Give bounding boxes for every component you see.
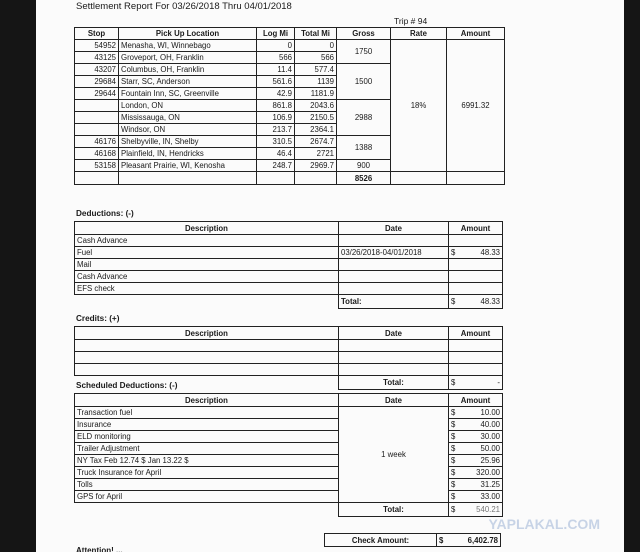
stop-cell: [75, 100, 119, 112]
location-cell: London, ON: [119, 100, 257, 112]
deduction-date: 03/26/2018-04/01/2018: [339, 247, 449, 259]
deductions-col-description: Description: [75, 222, 339, 235]
footer-cut-text: Attention! ...: [76, 546, 123, 552]
col-rate: Rate: [391, 28, 447, 40]
credits-row: [75, 364, 503, 376]
credits-col-amount: Amount: [449, 327, 503, 340]
right-dark-margin: [624, 0, 640, 552]
gross-cell: 1500: [337, 64, 391, 100]
scheduled-description: Transaction fuel: [75, 407, 339, 419]
credits-total: $ -: [449, 376, 503, 390]
trip-table: [74, 27, 505, 185]
scheduled-amount: $ 33.00: [449, 491, 503, 503]
scheduled-description: GPS for April: [75, 491, 339, 503]
deduction-date: [339, 283, 449, 295]
scheduled-total: $ 540.21: [449, 503, 503, 517]
col-gross: Gross: [337, 28, 391, 40]
deductions-title: Deductions: (-): [76, 209, 134, 218]
deduction-amount: [449, 259, 503, 271]
location-cell: Mississauga, ON: [119, 112, 257, 124]
scheduled-description: Tolls: [75, 479, 339, 491]
scheduled-total-label: Total:: [339, 503, 449, 517]
stop-cell: [75, 112, 119, 124]
log-mi-cell: 213.7: [257, 124, 295, 136]
location-cell: Menasha, WI, Winnebago: [119, 40, 257, 52]
scheduled-col-date: Date: [339, 394, 449, 407]
check-amount-value: $ 6,402.78: [437, 534, 501, 547]
total-mi-cell: 1139: [295, 76, 337, 88]
total-mi-cell: 2150.5: [295, 112, 337, 124]
left-dark-margin: [0, 0, 36, 552]
log-mi-cell: 561.6: [257, 76, 295, 88]
deductions-col-amount: Amount: [449, 222, 503, 235]
log-mi-cell: 248.7: [257, 160, 295, 172]
location-cell: Starr, SC, Anderson: [119, 76, 257, 88]
scheduled-description: ELD monitoring: [75, 431, 339, 443]
deduction-description: Mail: [75, 259, 339, 271]
credits-row: [75, 340, 503, 352]
scheduled-date: 1 week: [339, 407, 449, 503]
location-cell: Groveport, OH, Franklin: [119, 52, 257, 64]
scheduled-deductions-title: Scheduled Deductions: (-): [76, 381, 178, 390]
credits-col-date: Date: [339, 327, 449, 340]
location-cell: Plainfield, IN, Hendricks: [119, 148, 257, 160]
report-title: Settlement Report For 03/26/2018 Thru 04/01/2018: [76, 1, 292, 12]
deductions-col-date: Date: [339, 222, 449, 235]
scheduled-amount: $ 30.00: [449, 431, 503, 443]
deduction-description: Cash Advance: [75, 271, 339, 283]
log-mi-cell: 861.8: [257, 100, 295, 112]
deductions-table: [74, 221, 503, 309]
scheduled-description: Truck Insurance for April: [75, 467, 339, 479]
rate-cell: 18%: [391, 40, 447, 172]
deduction-row: [75, 283, 503, 295]
total-mi-cell: 0: [295, 40, 337, 52]
deductions-total-label: Total:: [339, 295, 449, 309]
gross-cell: 900: [337, 160, 391, 172]
stop-cell: 29684: [75, 76, 119, 88]
deduction-amount: $ 48.33: [449, 247, 503, 259]
log-mi-cell: 0: [257, 40, 295, 52]
deduction-row: [75, 235, 503, 247]
deduction-description: Fuel: [75, 247, 339, 259]
location-cell: Pleasant Prairie, WI, Kenosha: [119, 160, 257, 172]
settlement-report-page: [36, 0, 624, 552]
trip-row: [75, 40, 505, 52]
deduction-row: [75, 259, 503, 271]
log-mi-cell: 106.9: [257, 112, 295, 124]
check-amount-label: Check Amount:: [325, 534, 437, 547]
col-pickup-location: Pick Up Location: [119, 28, 257, 40]
scheduled-amount: $ 40.00: [449, 419, 503, 431]
total-mi-cell: 2364.1: [295, 124, 337, 136]
scheduled-amount: $ 10.00: [449, 407, 503, 419]
scheduled-amount: $ 31.25: [449, 479, 503, 491]
stop-cell: 43125: [75, 52, 119, 64]
deduction-date: [339, 259, 449, 271]
scheduled-amount: $ 320.00: [449, 467, 503, 479]
log-mi-cell: 46.4: [257, 148, 295, 160]
total-mi-cell: 2969.7: [295, 160, 337, 172]
gross-total: 8526: [337, 172, 391, 185]
location-cell: Fountain Inn, SC, Greenville: [119, 88, 257, 100]
trip-total-row: [75, 172, 505, 185]
total-mi-cell: 2043.6: [295, 100, 337, 112]
log-mi-cell: 566: [257, 52, 295, 64]
credits-col-description: Description: [75, 327, 339, 340]
deduction-amount: [449, 271, 503, 283]
col-log-mi: Log Mi: [257, 28, 295, 40]
credits-row: [75, 352, 503, 364]
col-amount: Amount: [447, 28, 505, 40]
scheduled-description: Insurance: [75, 419, 339, 431]
stop-cell: 46168: [75, 148, 119, 160]
gross-cell: 2988: [337, 100, 391, 136]
scheduled-deductions-table: [74, 393, 503, 517]
total-mi-cell: 566: [295, 52, 337, 64]
deduction-row: [75, 247, 503, 259]
deduction-amount: [449, 235, 503, 247]
deduction-description: EFS check: [75, 283, 339, 295]
stop-cell: 53158: [75, 160, 119, 172]
total-mi-cell: 2674.7: [295, 136, 337, 148]
location-cell: Shelbyville, IN, Shelby: [119, 136, 257, 148]
credits-total-label: Total:: [339, 376, 449, 390]
total-mi-cell: 2721: [295, 148, 337, 160]
trip-number: Trip # 94: [394, 16, 428, 26]
scheduled-amount: $ 50.00: [449, 443, 503, 455]
col-total-mi: Total Mi: [295, 28, 337, 40]
log-mi-cell: 11.4: [257, 64, 295, 76]
deduction-row: [75, 271, 503, 283]
location-cell: Columbus, OH, Franklin: [119, 64, 257, 76]
credits-title: Credits: (+): [76, 314, 120, 323]
col-stop: Stop: [75, 28, 119, 40]
amount-cell: 6991.32: [447, 40, 505, 172]
check-amount-table: [324, 533, 501, 547]
stop-cell: 43207: [75, 64, 119, 76]
deduction-date: [339, 235, 449, 247]
total-mi-cell: 577.4: [295, 64, 337, 76]
gross-cell: 1750: [337, 40, 391, 64]
deduction-description: Cash Advance: [75, 235, 339, 247]
deductions-total: $ 48.33: [449, 295, 503, 309]
stop-cell: [75, 124, 119, 136]
scheduled-col-description: Description: [75, 394, 339, 407]
scheduled-description: NY Tax Feb 12.74 $ Jan 13.22 $: [75, 455, 339, 467]
scheduled-amount: $ 25.96: [449, 455, 503, 467]
scheduled-description: Trailer Adjustment: [75, 443, 339, 455]
location-cell: Windsor, ON: [119, 124, 257, 136]
log-mi-cell: 42.9: [257, 88, 295, 100]
scheduled-row: [75, 407, 503, 419]
scheduled-col-amount: Amount: [449, 394, 503, 407]
deduction-amount: [449, 283, 503, 295]
log-mi-cell: 310.5: [257, 136, 295, 148]
gross-cell: 1388: [337, 136, 391, 160]
total-mi-cell: 1181.9: [295, 88, 337, 100]
stop-cell: 46176: [75, 136, 119, 148]
watermark: YAPLAKAL.COM: [488, 516, 600, 532]
stop-cell: 54952: [75, 40, 119, 52]
stop-cell: 29644: [75, 88, 119, 100]
deduction-date: [339, 271, 449, 283]
